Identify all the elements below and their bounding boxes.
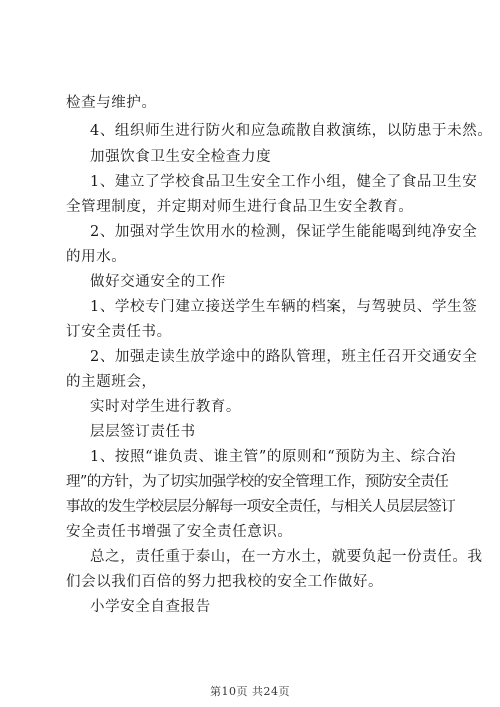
text-line: 1、学校专门建立接送学生车辆的档案，与驾驶员、学生签	[90, 299, 478, 315]
text-line: 2、加强对学生饮用水的检测，保证学生能能喝到纯净安全	[90, 224, 478, 240]
text-line: 4、组织师生进行防火和应急疏散自救演练，以防患于未然。	[90, 123, 493, 139]
text-line: 的主题班会，	[66, 374, 157, 390]
text-line: 实时对学生进行教育。	[90, 399, 241, 415]
text-line: 检查与维护。	[66, 95, 157, 111]
text-line: 的用水。	[66, 249, 127, 265]
text-line: 总之，责任重于泰山，在一方水土，就要负起一份责任。我	[90, 549, 483, 565]
section-heading: 做好交通安全的工作	[90, 274, 226, 290]
text-line: 安全责任书增强了安全责任意识。	[66, 524, 293, 540]
text-line: 理”的方针，为了切实加强学校的安全管理工作，预防安全责任	[66, 474, 449, 490]
text-line: 1、按照“谁负责、谁主管”的原则和“预防为主、综合治	[90, 449, 457, 465]
text-line: 2、加强走读生放学途中的路队管理，班主任召开交通安全	[90, 349, 478, 365]
section-heading: 小学安全自查报告	[90, 599, 211, 615]
page-number-footer: 第10页 共24页	[210, 685, 290, 698]
section-heading: 加强饮食卫生安全检查力度	[90, 149, 272, 165]
section-heading: 层层签订责任书	[90, 424, 196, 440]
text-line: 全管理制度，并定期对师生进行食品卫生安全教育。	[66, 199, 414, 215]
text-line: 事故的发生学校层层分解每一项安全责任，与相关人员层层签订	[66, 499, 456, 515]
text-line: 1、建立了学校食品卫生安全工作小组，健全了食品卫生安	[90, 174, 478, 190]
text-line: 订安全责任书。	[66, 324, 172, 340]
text-line: 们会以我们百倍的努力把我校的安全工作做好。	[66, 574, 384, 590]
